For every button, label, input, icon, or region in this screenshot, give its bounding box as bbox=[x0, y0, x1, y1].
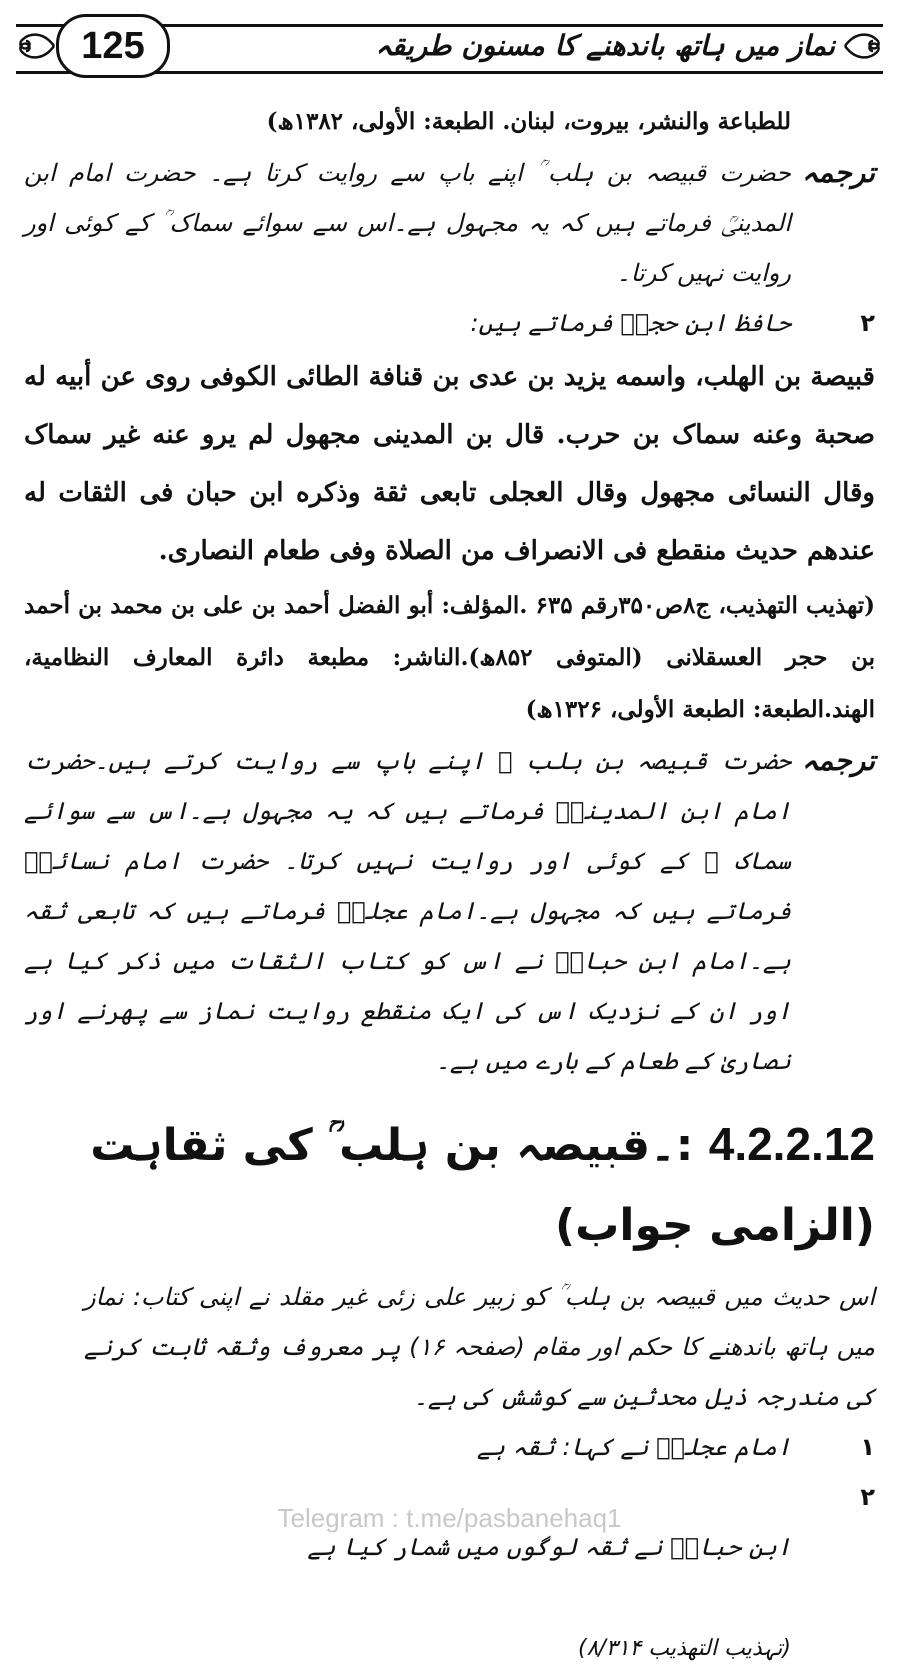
list-item-ibn-hajar bbox=[24, 298, 875, 348]
translation-block-1 bbox=[24, 148, 875, 298]
list-item-number: ۱ bbox=[860, 1433, 875, 1461]
list-item-text: ابن حبانؒ نے ثقہ لوگوں میں شمار کیا ہے bbox=[307, 1533, 791, 1561]
list-item-number: ۲ bbox=[860, 1483, 875, 1511]
page-number: 125 bbox=[81, 24, 145, 67]
section-paragraph: اس حدیث میں قبیصہ بن ہلب ؒ کو زبیر علی زئی غیر مقلد نے اپنی کتاب: نماز میں ہاتھ باندھنے کا حکم اور مقام (صفحہ ۱۶) پر معروف وثقہ ثابت کرنے کی مندرجہ ذیل محدثین سے کوشش کی ہے۔ bbox=[84, 1283, 875, 1411]
page-number-badge bbox=[56, 14, 170, 78]
citation: (تهذیب التهذیب، ج۸ص۳۵۰رقم ۶۳۵ .المؤلف: أبو الفضل أحمد بن علی بن محمد بن أحمد بن حجر العسقلانی (المتوفی ۸۵۲ھ).الناشر: مطبعة دائرة المعارف النظامیة، الهند.الطبعة: الطبعة الأولی، ۱۳۲۶ھ) bbox=[24, 592, 875, 723]
translation-label: ترجمہ bbox=[801, 156, 875, 189]
list-item bbox=[24, 1422, 875, 1472]
translation-label: ترجمہ bbox=[801, 744, 875, 777]
arabic-quote: قبیصة بن الهلب، واسمه یزید بن عدی بن قنافة الطائی الکوفی روی عن أبیه له صحبة وعنه سماک بن حرب. قال بن المدینی مجهول لم یرو عنه غیر سماک وقال النسائی مجهول وقال العجلی تابعی ثقة وذکره ابن حبان فی الثقات له عندهم حدیث منقطع فی الانصراف من الصلاة وفی طعام النصاری. bbox=[24, 362, 875, 566]
item-number: ۲ bbox=[860, 309, 875, 337]
section-number: 4.2.2.12 bbox=[708, 1118, 875, 1170]
ornament-right-icon bbox=[843, 26, 883, 66]
translation-text: حضرت قبیصہ بن ہلب ؒ اپنے باپ سے روایت کرتے ہیں۔حضرت امام ابن المدینیؒ فرماتے ہیں کہ یہ مجہول ہے۔اس سے سوائے سماک ؒ کے کوئی اور روایت نہیں کرتا۔ حضرت امام نسائیؒ فرماتے ہیں کہ مجہول ہے۔امام عجلیؒ فرماتے ہیں کہ تابعی ثقہ ہے۔امام ابن حبانؒ نے اس کو کتاب الثقات میں ذکر کیا ہے اور ان کے نزدیک اس کی ایک منقطع روایت نماز سے پھرنے اور نصاریٰ کے طعام کے بارے میں ہے۔ bbox=[24, 747, 791, 1075]
item-text: حافظ ابن حجرؒ فرماتے ہیں: bbox=[470, 309, 791, 337]
section-title: :۔قبیصہ بن ہلب ؒ کی ثقاہت (الزامی جواب) bbox=[90, 1120, 875, 1251]
page-content bbox=[24, 96, 875, 1674]
page-header bbox=[16, 8, 883, 80]
running-title: نماز میں ہاتھ باندھنے کا مسنون طریقہ bbox=[375, 29, 835, 62]
ornament-left-icon bbox=[16, 26, 56, 66]
publisher-line: للطباعة والنشر، بیروت، لبنان. الطبعة: الأولی، ۱۳۸۲ھ) bbox=[266, 108, 791, 135]
translation-block-2 bbox=[24, 736, 875, 1086]
translation-text: حضرت قبیصہ بن ہلب ؒ اپنے باپ سے روایت کرتا ہے۔ حضرت امام ابن المدینیؒ فرماتے ہیں کہ یہ مجہول ہے۔اس سے سوائے سماک ؒ کے کوئی اور روایت نہیں کرتا۔ bbox=[24, 159, 791, 287]
telegram-watermark: Telegram : t.me/pasbanehaq1 bbox=[277, 1503, 622, 1533]
section-heading bbox=[24, 1104, 875, 1266]
list-item-text: امام عجلیؒ نے کہا: ثقہ ہے bbox=[476, 1433, 791, 1461]
list-item-source: (تہذیب التھذیب ۸/۳۱۴) bbox=[577, 1636, 791, 1661]
